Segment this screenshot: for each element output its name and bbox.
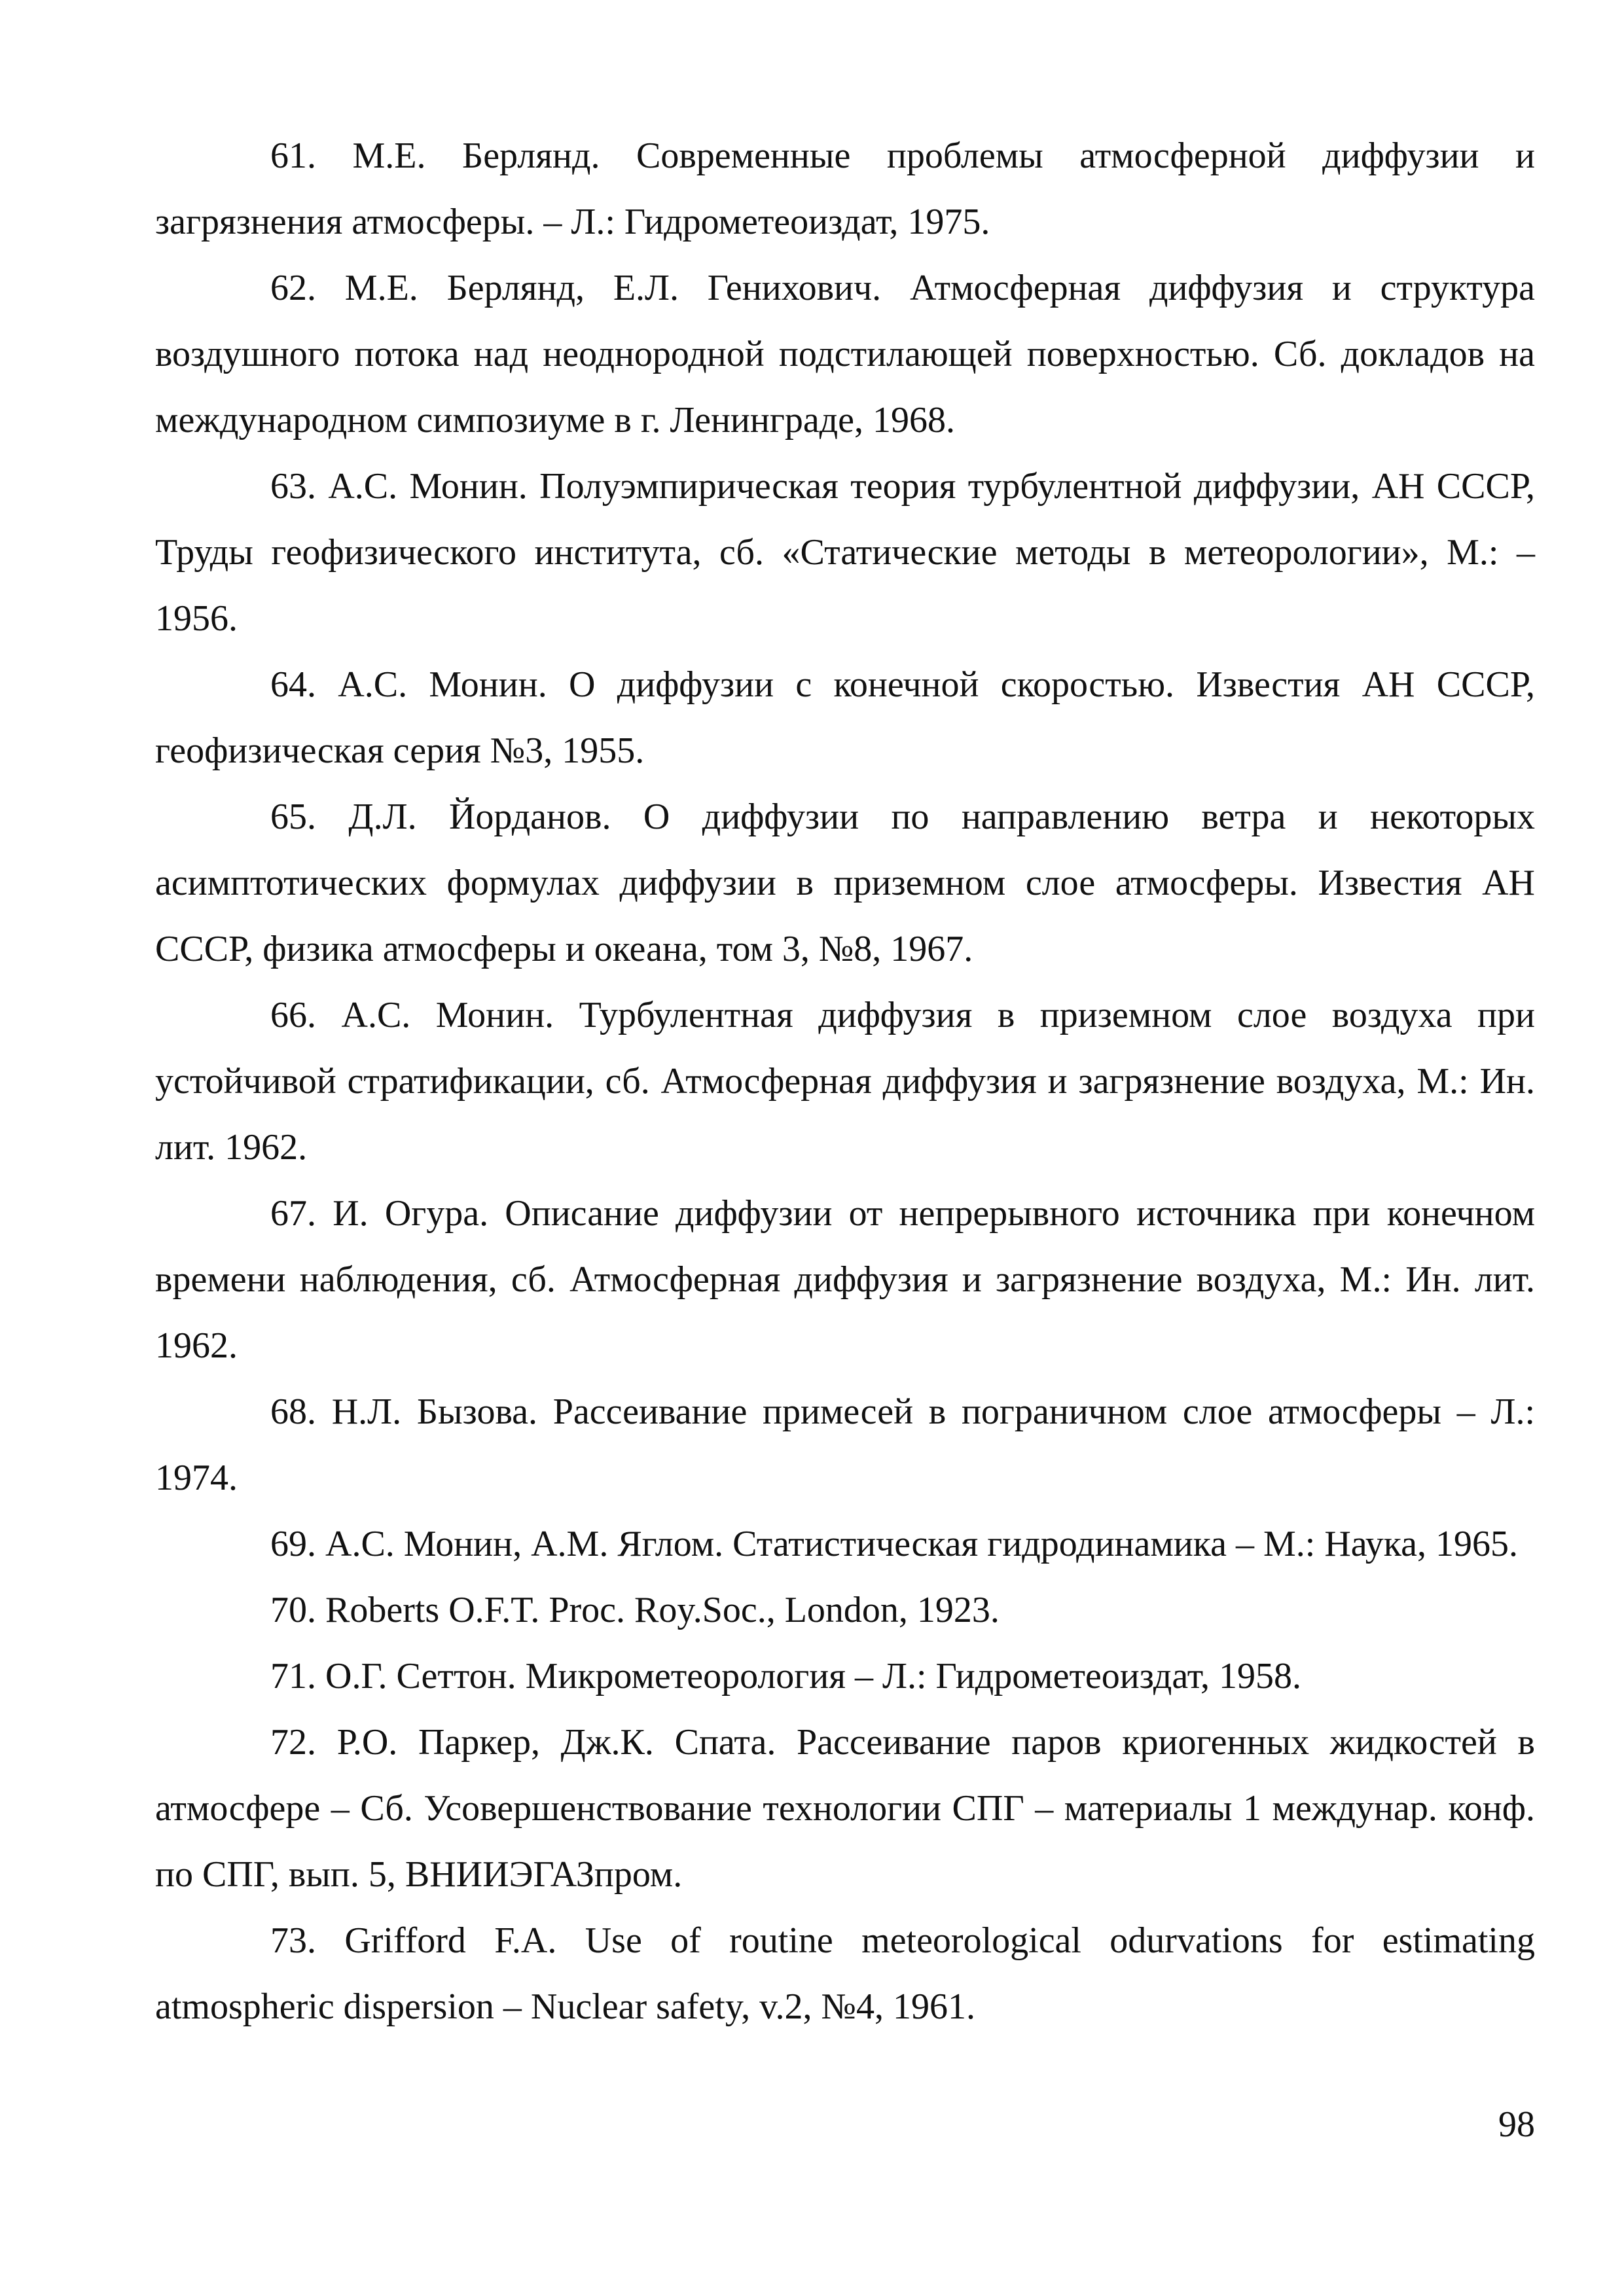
reference-text: Grifford F.A. Use of routine meteorological odurvations for estimating atmospheric dispersion – Nuclear safety, v.2, №4, 1961. — [155, 1920, 1535, 2027]
reference-number: 68. — [270, 1391, 316, 1432]
reference-number: 64. — [270, 664, 316, 705]
reference-item — [155, 1643, 1535, 1710]
reference-number: 65. — [270, 797, 316, 837]
reference-number: 61. — [270, 135, 316, 176]
reference-text: М.Е. Берлянд. Современные проблемы атмосферной диффузии и загрязнения атмосферы. – Л.: Гидрометеоиздат, 1975. — [155, 135, 1535, 242]
reference-item — [155, 1379, 1535, 1511]
reference-number: 66. — [270, 995, 316, 1035]
reference-item — [155, 255, 1535, 454]
reference-number: 69. — [270, 1524, 316, 1564]
reference-item — [155, 1908, 1535, 2040]
reference-number: 73. — [270, 1920, 316, 1961]
page-number: 98 — [1498, 2104, 1535, 2145]
reference-item — [155, 1710, 1535, 1908]
reference-number: 71. — [270, 1656, 316, 1696]
reference-number: 63. — [270, 466, 316, 507]
reference-item — [155, 784, 1535, 982]
reference-text: Д.Л. Йорданов. О диффузии по направлению ветра и некоторых асимптотических формулах диффузии в приземном слое атмосферы. Известия АН СССР, физика атмосферы и океана, том 3, №8, 1967. — [155, 797, 1535, 969]
reference-item — [155, 1577, 1535, 1643]
reference-text: А.С. Монин. О диффузии с конечной скоростью. Известия АН СССР, геофизическая серия №3, 1955. — [155, 664, 1535, 771]
reference-text: И. Огура. Описание диффузии от непрерывного источника при конечном времени наблюдения, сб. Атмосферная диффузия и загрязнение воздуха, М.: Ин. лит. 1962. — [155, 1193, 1536, 1366]
reference-number: 62. — [270, 268, 316, 308]
reference-text: Н.Л. Бызова. Рассеивание примесей в пограничном слое атмосферы – Л.: 1974. — [155, 1391, 1535, 1498]
reference-item — [155, 982, 1535, 1181]
reference-text: А.С. Монин. Турбулентная диффузия в приземном слое воздуха при устойчивой стратификации, сб. Атмосферная диффузия и загрязнение воздуха, М.: Ин. лит. 1962. — [155, 995, 1535, 1168]
reference-text: О.Г. Сеттон. Микрометеорология – Л.: Гидрометеоиздат, 1958. — [325, 1656, 1302, 1696]
reference-number: 72. — [270, 1722, 316, 1763]
reference-item — [155, 123, 1535, 255]
reference-text: Р.О. Паркер, Дж.К. Спата. Рассеивание паров криогенных жидкостей в атмосфере – Сб. Усовершенствование технологии СПГ – материалы 1 междунар. конф. по СПГ, вып. 5, ВНИИЭГАЗпром. — [155, 1722, 1535, 1895]
reference-text: Roberts O.F.T. Proc. Roy.Soc., London, 1923. — [325, 1590, 1000, 1630]
reference-text: М.Е. Берлянд, Е.Л. Генихович. Атмосферная диффузия и структура воздушного потока над неоднородной подстилающей поверхностью. Сб. докладов на международном симпозиуме в г. Ленинграде, 1968. — [155, 268, 1535, 440]
reference-text: А.С. Монин, А.М. Яглом. Статистическая гидродинамика – М.: Наука, 1965. — [325, 1524, 1519, 1564]
reference-list — [155, 123, 1535, 2040]
reference-item — [155, 652, 1535, 784]
reference-text: А.С. Монин. Полуэмпирическая теория турбулентной диффузии, АН СССР, Труды геофизического института, сб. «Статические методы в метеорологии», М.: – 1956. — [155, 466, 1535, 639]
reference-number: 67. — [270, 1193, 316, 1234]
reference-item — [155, 454, 1535, 652]
reference-item — [155, 1511, 1535, 1577]
reference-item — [155, 1181, 1535, 1379]
reference-number: 70. — [270, 1590, 316, 1630]
